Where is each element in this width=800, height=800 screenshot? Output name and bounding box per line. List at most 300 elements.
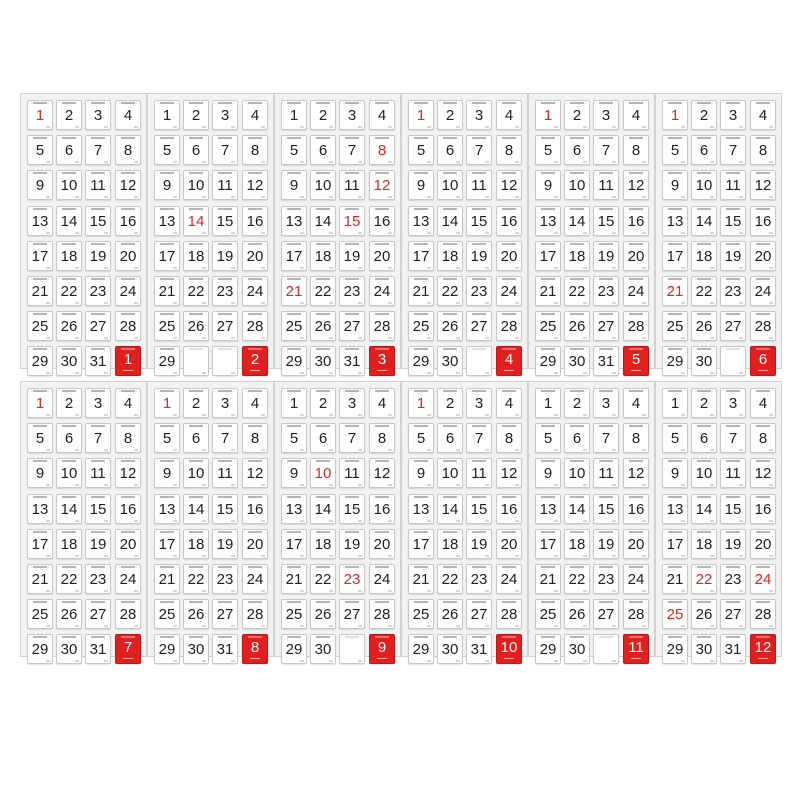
- day-number: 1: [670, 107, 680, 124]
- day-tile: [115, 494, 141, 524]
- day-tile: [564, 100, 590, 130]
- tile-header: [497, 496, 521, 500]
- tile-footer: [134, 520, 138, 522]
- tile-footer: [358, 372, 362, 374]
- day-number: 28: [119, 318, 137, 335]
- tile-footer: [104, 232, 108, 234]
- day-tile: [154, 529, 180, 559]
- day-number: 30: [441, 353, 459, 370]
- day-tile: [535, 529, 561, 559]
- tile-footer: [583, 625, 587, 627]
- tile-footer: [104, 590, 108, 592]
- tile-header: [692, 460, 716, 464]
- day-tile: [750, 241, 776, 271]
- day-tile: [564, 458, 590, 488]
- day-number: 31: [216, 641, 234, 658]
- tile-header: [663, 390, 687, 394]
- day-tile: [154, 423, 180, 453]
- day-tile: [310, 599, 336, 629]
- day-number: 23: [89, 283, 107, 300]
- day-number: 5: [289, 430, 299, 447]
- day-number: 5: [670, 430, 680, 447]
- day-tile: [56, 494, 82, 524]
- tile-header: [751, 390, 775, 394]
- day-number: 10: [60, 465, 78, 482]
- day-number: 9: [670, 465, 680, 482]
- tile-header: [184, 566, 208, 570]
- day-tile: [310, 170, 336, 200]
- day-number: 16: [500, 213, 518, 230]
- tile-header: [28, 390, 52, 394]
- day-tile: [281, 206, 307, 236]
- tile-header: [86, 137, 110, 141]
- tile-header: [155, 636, 179, 640]
- tile-header: [340, 460, 364, 464]
- tile-header: [565, 137, 589, 141]
- tile-header: [213, 636, 237, 640]
- day-number: 3: [347, 395, 357, 412]
- day-number: 23: [597, 283, 615, 300]
- tile-header: [155, 278, 179, 282]
- tile-footer: [642, 196, 646, 198]
- day-tile: [496, 311, 522, 341]
- tile-header: [155, 348, 179, 352]
- day-tile: [662, 599, 688, 629]
- day-tile: [408, 170, 434, 200]
- tile-header: [409, 102, 433, 106]
- day-tile: [56, 634, 82, 664]
- day-number: 24: [119, 571, 137, 588]
- day-tile: [85, 599, 111, 629]
- day-number: 22: [695, 283, 713, 300]
- day-number: 17: [285, 248, 303, 265]
- tile-header: [282, 313, 306, 317]
- tile-header: [624, 531, 648, 535]
- tile-footer: [388, 625, 392, 627]
- day-tile: [154, 599, 180, 629]
- day-number: 3: [474, 107, 484, 124]
- day-number: 6: [191, 142, 201, 159]
- tile-header: [116, 172, 140, 176]
- tile-header: [624, 601, 648, 605]
- tile-header: [243, 531, 267, 535]
- day-number: 12: [500, 465, 518, 482]
- tile-header: [340, 390, 364, 394]
- tile-header: [497, 102, 521, 106]
- tile-header: [438, 313, 462, 317]
- day-tile: [183, 135, 209, 165]
- day-number: 18: [187, 248, 205, 265]
- tile-header: [213, 601, 237, 605]
- day-tile: [408, 634, 434, 664]
- day-number: 13: [285, 501, 303, 518]
- day-tile: [56, 135, 82, 165]
- day-tile: [310, 458, 336, 488]
- tile-footer: [329, 520, 333, 522]
- day-tile: [535, 170, 561, 200]
- day-tile: [662, 423, 688, 453]
- month-number: 10: [500, 639, 518, 656]
- day-tile: [56, 100, 82, 130]
- day-tile: [691, 634, 717, 664]
- day-tile: [281, 170, 307, 200]
- day-number: 10: [695, 465, 713, 482]
- day-number: 25: [539, 606, 557, 623]
- tile-header: [282, 208, 306, 212]
- day-tile: [310, 311, 336, 341]
- day-number: 21: [285, 283, 303, 300]
- tile-header: [340, 172, 364, 176]
- tile-footer: [300, 196, 304, 198]
- day-number: 3: [93, 107, 103, 124]
- tile-footer: [485, 196, 489, 198]
- tile-header: [663, 243, 687, 247]
- tile-footer: [173, 555, 177, 557]
- tile-footer: [583, 302, 587, 304]
- tile-footer: [134, 449, 138, 451]
- day-tile: [242, 529, 268, 559]
- day-number: 21: [666, 571, 684, 588]
- tile-header: [282, 278, 306, 282]
- day-number: 10: [441, 465, 459, 482]
- day-tile: [212, 100, 238, 130]
- tile-header: [243, 208, 267, 212]
- tile-footer: [485, 590, 489, 592]
- tile-footer: [173, 302, 177, 304]
- tile-header: [370, 425, 394, 429]
- tile-header: [438, 172, 462, 176]
- tile-header: [86, 425, 110, 429]
- day-number: 4: [631, 107, 641, 124]
- tile-footer: [456, 337, 460, 339]
- tile-footer: [202, 337, 206, 339]
- tile-footer: [261, 555, 265, 557]
- tile-footer: [739, 590, 743, 592]
- day-tile: [310, 634, 336, 664]
- tile-footer: [46, 520, 50, 522]
- tile-header: [565, 496, 589, 500]
- day-number: 23: [343, 283, 361, 300]
- day-tile: [593, 276, 619, 306]
- tile-header: [116, 566, 140, 570]
- tile-footer: [612, 161, 616, 163]
- month-number-tile: [496, 634, 522, 664]
- tile-footer: [583, 484, 587, 486]
- day-tile: [437, 599, 463, 629]
- tile-header: [340, 636, 364, 640]
- day-number: 13: [666, 213, 684, 230]
- tile-header: [409, 531, 433, 535]
- tile-header: [28, 137, 52, 141]
- tile-footer: [134, 590, 138, 592]
- day-tile: [27, 241, 53, 271]
- tile-footer: [681, 555, 685, 557]
- day-number: 22: [695, 571, 713, 588]
- day-tile: [281, 458, 307, 488]
- day-tile: [564, 135, 590, 165]
- day-tile: [466, 423, 492, 453]
- tile-footer: [261, 449, 265, 451]
- day-tile: [720, 529, 746, 559]
- day-tile: [593, 135, 619, 165]
- tile-footer: [173, 372, 177, 374]
- tile-header: [57, 313, 81, 317]
- day-number: 3: [728, 107, 738, 124]
- day-tile: [466, 206, 492, 236]
- day-tile: [564, 276, 590, 306]
- day-number: 24: [246, 283, 264, 300]
- tile-header: [751, 137, 775, 141]
- tile-footer: [329, 267, 333, 269]
- day-tile: [27, 388, 53, 418]
- tile-footer: [769, 449, 773, 451]
- day-tile: [154, 564, 180, 594]
- day-number: 17: [31, 248, 49, 265]
- day-tile: [564, 423, 590, 453]
- day-number: 27: [343, 318, 361, 335]
- day-number: 4: [377, 395, 387, 412]
- tile-footer: [134, 337, 138, 339]
- tile-footer: [612, 126, 616, 128]
- day-tile: [535, 135, 561, 165]
- tile-header: [536, 172, 560, 176]
- tile-header: [116, 390, 140, 394]
- day-tile: [85, 634, 111, 664]
- day-number: 27: [89, 318, 107, 335]
- day-number: 16: [119, 213, 137, 230]
- tile-footer: [515, 625, 519, 627]
- tile-header: [692, 243, 716, 247]
- day-number: 1: [416, 395, 426, 412]
- day-number: 14: [568, 501, 586, 518]
- tile-header: [311, 137, 335, 141]
- month-number: 9: [377, 639, 387, 656]
- day-tile: [564, 494, 590, 524]
- day-tile: [662, 346, 688, 376]
- tile-footer: [515, 520, 519, 522]
- tile-header: [155, 313, 179, 317]
- day-tile: [496, 170, 522, 200]
- day-tile: [183, 599, 209, 629]
- day-number: 16: [627, 213, 645, 230]
- day-number: 31: [470, 641, 488, 658]
- day-number: 14: [60, 501, 78, 518]
- tile-header: [282, 348, 306, 352]
- tile-header: [282, 531, 306, 535]
- tile-footer: [515, 232, 519, 234]
- day-tile: [56, 529, 82, 559]
- day-tile: [691, 206, 717, 236]
- day-tile: [408, 423, 434, 453]
- day-number: 4: [504, 395, 514, 412]
- month-number-tile: [496, 346, 522, 376]
- tile-footer: [75, 337, 79, 339]
- tile-header: [751, 566, 775, 570]
- day-number: 20: [500, 248, 518, 265]
- day-number: 18: [314, 248, 332, 265]
- day-tile: [408, 458, 434, 488]
- day-number: 19: [724, 536, 742, 553]
- tile-footer: [583, 267, 587, 269]
- day-tile: [56, 599, 82, 629]
- day-number: 28: [500, 606, 518, 623]
- day-tile: [720, 276, 746, 306]
- day-number: 1: [289, 107, 299, 124]
- tile-footer: [231, 414, 235, 416]
- day-tile: [691, 564, 717, 594]
- tile-header: [86, 172, 110, 176]
- day-tile: [85, 170, 111, 200]
- tile-header: [28, 172, 52, 176]
- tile-header: [594, 460, 618, 464]
- tile-footer: [769, 520, 773, 522]
- day-tile: [212, 241, 238, 271]
- tile-header: [536, 496, 560, 500]
- tile-footer: [231, 232, 235, 234]
- day-tile: [115, 241, 141, 271]
- month-panel: [274, 93, 401, 369]
- tile-footer: [681, 372, 685, 374]
- day-tile: [496, 599, 522, 629]
- tile-footer: [515, 414, 519, 416]
- day-number: 13: [666, 501, 684, 518]
- tile-footer: [388, 126, 392, 128]
- tile-footer: [329, 625, 333, 627]
- tile-header: [184, 172, 208, 176]
- tile-footer: [388, 232, 392, 234]
- tile-footer: [554, 372, 558, 374]
- day-tile: [662, 206, 688, 236]
- day-number: 26: [314, 606, 332, 623]
- day-tile: [593, 494, 619, 524]
- day-number: 3: [601, 107, 611, 124]
- tile-header: [438, 460, 462, 464]
- month-number-tile: [242, 346, 268, 376]
- tile-footer: [358, 484, 362, 486]
- tile-header: [565, 460, 589, 464]
- tile-footer: [485, 126, 489, 128]
- tile-footer: [104, 660, 108, 662]
- tile-footer: [134, 267, 138, 269]
- day-tile: [408, 564, 434, 594]
- day-number: 28: [246, 318, 264, 335]
- day-number: 18: [695, 536, 713, 553]
- tile-header: [57, 243, 81, 247]
- day-number: 15: [597, 213, 615, 230]
- tile-header: [438, 425, 462, 429]
- tile-footer: [485, 625, 489, 627]
- tile-header: [409, 390, 433, 394]
- day-number: 22: [314, 571, 332, 588]
- day-number: 20: [246, 536, 264, 553]
- day-number: 31: [343, 353, 361, 370]
- tile-header: [311, 208, 335, 212]
- day-number: 5: [35, 142, 45, 159]
- day-number: 14: [568, 213, 586, 230]
- day-tile: [750, 276, 776, 306]
- tile-header: [565, 313, 589, 317]
- tile-header: [370, 243, 394, 247]
- tile-header: [692, 531, 716, 535]
- tile-footer: [300, 555, 304, 557]
- tile-footer: [642, 161, 646, 163]
- tile-footer: [261, 232, 265, 234]
- day-tile: [212, 388, 238, 418]
- day-number: 27: [89, 606, 107, 623]
- tile-header: [243, 460, 267, 464]
- day-tile: [496, 241, 522, 271]
- tile-footer: [46, 302, 50, 304]
- tile-header: [340, 137, 364, 141]
- day-tile: [535, 599, 561, 629]
- tile-header: [721, 102, 745, 106]
- day-number: 9: [289, 177, 299, 194]
- tile-header: [467, 636, 491, 640]
- day-number: 5: [289, 142, 299, 159]
- day-number: 10: [60, 177, 78, 194]
- month-panel: [528, 93, 655, 369]
- day-number: 14: [60, 213, 78, 230]
- day-tile: [691, 135, 717, 165]
- day-number: 2: [572, 395, 582, 412]
- tile-footer: [554, 196, 558, 198]
- day-tile: [56, 276, 82, 306]
- day-number: 8: [504, 430, 514, 447]
- tile-footer: [583, 126, 587, 128]
- tile-header: [467, 208, 491, 212]
- day-number: 31: [597, 353, 615, 370]
- tile-header: [57, 102, 81, 106]
- tile-header: [86, 566, 110, 570]
- day-number: 28: [627, 606, 645, 623]
- tile-header: [243, 390, 267, 394]
- day-tile: [720, 241, 746, 271]
- day-number: 26: [441, 606, 459, 623]
- day-tile: [623, 564, 649, 594]
- day-tile: [183, 388, 209, 418]
- day-tile: [56, 311, 82, 341]
- day-number: 7: [93, 142, 103, 159]
- day-tile: [85, 423, 111, 453]
- day-tile: [750, 135, 776, 165]
- tile-footer: [173, 267, 177, 269]
- tile-footer: [75, 372, 79, 374]
- month-panel: [274, 381, 401, 657]
- tile-header: [692, 172, 716, 176]
- day-number: 17: [539, 248, 557, 265]
- month-number-tile: [369, 346, 395, 376]
- tile-header: [536, 313, 560, 317]
- day-tile: [437, 311, 463, 341]
- day-number: 18: [568, 248, 586, 265]
- tile-header: [721, 348, 745, 352]
- tile-header: [370, 102, 394, 106]
- tile-footer: [583, 232, 587, 234]
- tile-header: [565, 208, 589, 212]
- day-number: 11: [725, 465, 741, 482]
- day-number: 6: [64, 430, 74, 447]
- tile-header: [624, 278, 648, 282]
- tile-header: [438, 348, 462, 352]
- tile-header: [467, 460, 491, 464]
- tile-header: [86, 243, 110, 247]
- tile-footer: [134, 232, 138, 234]
- day-tile: [720, 634, 746, 664]
- tile-footer: [75, 126, 79, 128]
- day-number: 24: [754, 283, 772, 300]
- tile-footer: [300, 302, 304, 304]
- day-tile: [339, 599, 365, 629]
